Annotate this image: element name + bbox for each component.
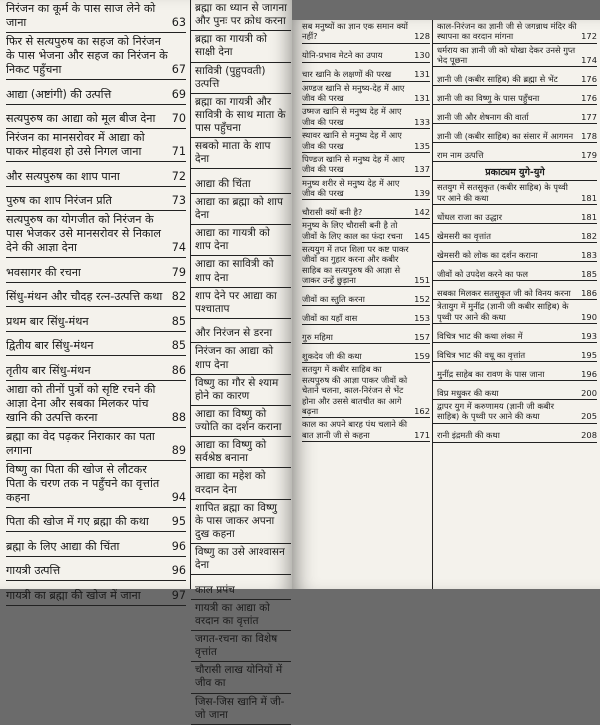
right-page-toc-column-1 bbox=[302, 20, 430, 589]
toc-entry bbox=[191, 169, 291, 194]
toc-entry-title: और निरंजन से डरना bbox=[195, 327, 273, 340]
toc-entry bbox=[6, 557, 186, 582]
toc-entry-title: प्रथम बार सिंधु-मंथन bbox=[6, 314, 89, 328]
right-page bbox=[292, 20, 600, 589]
toc-entry-title: विष्णु का गौर से श्याम होने का कारण bbox=[195, 376, 279, 402]
toc-entry-page-number: 172 bbox=[581, 31, 597, 42]
toc-entry-title: शापित ब्रह्मा का विष्णु के पास जाकर अपना दुख कहना bbox=[195, 501, 277, 540]
toc-entry-title: विचित्र भाट की कथा लंका में bbox=[437, 330, 523, 341]
toc-entry bbox=[433, 86, 597, 105]
toc-entry-page-number: 176 bbox=[581, 93, 597, 104]
toc-entry-page-number: 67 bbox=[171, 63, 186, 76]
toc-entry bbox=[6, 381, 186, 428]
toc-entry-title: आद्या का महेश को वरदान देना bbox=[195, 470, 266, 496]
toc-entry-title: सबको माता के शाप देना bbox=[195, 140, 271, 166]
toc-entry-page-number: 95 bbox=[171, 515, 186, 528]
toc-entry bbox=[302, 287, 430, 306]
toc-entry-title: जीवों को उपदेश करने का फल bbox=[437, 268, 528, 279]
toc-entry-page-number: 135 bbox=[414, 140, 430, 151]
toc-entry-title: विष्णु का उसे आश्वासन देना bbox=[195, 546, 285, 572]
toc-entry bbox=[302, 363, 430, 418]
toc-entry bbox=[6, 33, 186, 80]
toc-entry-page-number: 97 bbox=[171, 588, 186, 602]
toc-entry-page-number: 153 bbox=[414, 313, 430, 324]
toc-entry bbox=[6, 258, 186, 283]
toc-entry-title: खेमसरी का वृत्तांत bbox=[437, 230, 491, 241]
toc-entry-page-number: 130 bbox=[414, 50, 430, 61]
toc-entry-page-number: 183 bbox=[581, 249, 597, 260]
toc-entry bbox=[302, 177, 430, 201]
left-page bbox=[0, 0, 292, 721]
right-page-toc-column-2-bottom bbox=[433, 181, 597, 442]
toc-entry bbox=[302, 219, 430, 243]
toc-entry-title: राम नाम उत्पत्ति bbox=[437, 150, 484, 161]
toc-entry bbox=[6, 283, 186, 308]
toc-entry-title: स्थावर खानि से मनुष्य देह में आए जीव की परख bbox=[302, 130, 402, 151]
toc-entry bbox=[433, 324, 597, 343]
toc-entry-page-number: 205 bbox=[581, 411, 597, 422]
toc-entry bbox=[191, 225, 291, 256]
toc-entry-page-number: 139 bbox=[414, 187, 430, 198]
toc-entry-title: ज्ञानी जी और शेषनाग की वार्ता bbox=[437, 112, 529, 123]
toc-entry-page-number: 177 bbox=[581, 112, 597, 123]
toc-entry-page-number: 185 bbox=[581, 268, 597, 279]
toc-entry bbox=[302, 105, 430, 129]
toc-entry-page-number: 137 bbox=[414, 164, 430, 175]
toc-entry bbox=[433, 381, 597, 400]
toc-entry bbox=[6, 532, 186, 557]
toc-entry-title: जिस-जिस खानि में जी-जो जाना bbox=[195, 695, 285, 721]
toc-entry-title: विचित्र भाट की वधू का वृत्तांत bbox=[437, 349, 526, 360]
toc-entry bbox=[302, 44, 430, 63]
toc-entry-page-number: 89 bbox=[171, 443, 186, 457]
toc-entry bbox=[191, 575, 291, 600]
toc-entry-page-number: 70 bbox=[171, 112, 186, 125]
toc-entry bbox=[6, 307, 186, 332]
toc-entry-page-number: 162 bbox=[414, 405, 430, 416]
toc-entry-title: सत्ययुग में तप्त शिला पर कष्ट पाकर जीवों का गुहार करना और कबीर साहिब का सत्यपुरुष की आज्ञा से जाकर उन्हें छुड़ाना bbox=[302, 244, 409, 286]
toc-entry bbox=[433, 300, 597, 324]
toc-entry-title: चार खानि के लक्षणों की परख bbox=[302, 69, 392, 80]
toc-entry bbox=[302, 63, 430, 82]
toc-entry bbox=[6, 461, 186, 508]
toc-entry-page-number: 142 bbox=[414, 206, 430, 217]
toc-entry-page-number: 74 bbox=[171, 241, 186, 254]
toc-entry bbox=[433, 105, 597, 124]
toc-entry-title: चौरासी लाख योनियों में जीव का bbox=[195, 664, 283, 690]
toc-entry bbox=[433, 124, 597, 143]
toc-entry-title: सब मनुष्यों का ज्ञान एक समान क्यों नहीं? bbox=[302, 21, 408, 42]
toc-entry-title: शुकदेव जी की कथा bbox=[302, 351, 362, 362]
toc-entry-title: उष्मज खानि से मनुष्य देह में आए जीव की परख bbox=[302, 106, 402, 127]
toc-entry bbox=[6, 0, 186, 33]
toc-entry-title: सत्यपुरुष का योगजीत को निरंजन के पास भेजकर उसे मानसरोवर से निकाल देने की आज्ञा देना bbox=[6, 213, 161, 254]
toc-entry-page-number: 79 bbox=[171, 265, 186, 279]
toc-entry-title: सतयुग में सतसुकृत (कबीर साहिब) के पृथ्वी पर आने की कथा bbox=[437, 182, 568, 203]
toc-entry bbox=[191, 63, 291, 94]
toc-entry bbox=[302, 82, 430, 106]
toc-entry-title: ब्रह्मा का ध्यान से जागना और पुनः पर क्रोध करना bbox=[195, 2, 287, 28]
toc-entry-title: योनि-प्रभाव मेटने का उपाय bbox=[302, 50, 383, 61]
toc-entry-title: विष्णु का पिता की खोज से लौटकर पिता के चरण तक न पहुँचने का वृत्तांत कहना bbox=[6, 462, 160, 504]
toc-entry bbox=[191, 194, 291, 225]
toc-entry-title: काल-निरंजन का ज्ञानी जी से जगन्नाथ मंदिर की स्थापना का वरदान मांगना bbox=[437, 21, 577, 42]
toc-entry bbox=[6, 162, 186, 187]
toc-entry bbox=[191, 544, 291, 575]
toc-entry-title: आद्या का सावित्री को शाप देना bbox=[195, 258, 274, 284]
toc-entry-title: काल का अपने बारह पंथ चलाने की बात ज्ञानी जी से कहना bbox=[302, 419, 408, 440]
toc-entry bbox=[433, 281, 597, 300]
toc-entry-title: शाप देने पर आद्या का पश्चाताप bbox=[195, 289, 277, 315]
toc-entry bbox=[433, 143, 597, 162]
toc-entry bbox=[191, 694, 291, 725]
toc-entry-title: मनुष्य शरीर से मनुष्य देह में आए जीव की परख bbox=[302, 177, 400, 198]
toc-entry-title: आद्या (अष्टांगी) की उत्पत्ति bbox=[6, 87, 112, 101]
toc-entry-title: ब्रह्मा के लिए आद्या की चिंता bbox=[6, 539, 120, 553]
toc-entry bbox=[302, 153, 430, 177]
toc-entry-title: फिर से सत्यपुरुष का सहज को निरंजन के पास भेजना और सहज का निरंजन के निकट पहुँचना bbox=[6, 35, 168, 76]
toc-entry-page-number: 131 bbox=[414, 69, 430, 80]
toc-entry-title: आद्या को तीनों पुत्रों को सृष्टि रचने की आज्ञा देना और सबका मिलकर पांच खानि की उत्पत्ति करना bbox=[6, 382, 156, 424]
toc-entry-page-number: 200 bbox=[581, 387, 597, 398]
toc-entry bbox=[191, 288, 291, 319]
toc-entry-title: गायत्री का आद्या को वरदान का वृत्तांत bbox=[195, 601, 270, 627]
toc-entry bbox=[433, 362, 597, 381]
toc-entry bbox=[433, 67, 597, 86]
toc-entry-page-number: 145 bbox=[414, 230, 430, 241]
toc-entry-title: ब्रह्मा का वेद पढ़कर निराकार का पता लगाना bbox=[6, 429, 155, 457]
toc-entry-title: द्वापर युग में करुणामय (ज्ञानी जी कबीर साहिब) के पृथ्वी पर आने की कथा bbox=[437, 400, 554, 422]
toc-entry-title: खेमसरी को लोक का दर्शन कराना bbox=[437, 249, 538, 260]
toc-entry-title: आद्या का विष्णु को सर्वश्रेष्ठ बनाना bbox=[195, 439, 267, 465]
toc-entry-title: धोंधल राजा का उद्धार bbox=[437, 211, 502, 222]
toc-entry bbox=[302, 306, 430, 325]
toc-entry-page-number: 195 bbox=[581, 349, 597, 360]
toc-entry-title: निरंजन का मानसरोवर में आद्या को पाकर मोहवश हो उसे निगल जाना bbox=[6, 131, 145, 158]
toc-entry-title: ज्ञानी जी का विष्णु के पास पहुँचना bbox=[437, 93, 540, 104]
toc-entry bbox=[191, 375, 291, 406]
toc-entry-title: गायत्री का ब्रह्मा की खोज में जाना bbox=[6, 588, 141, 602]
toc-entry-title: ज्ञानी जी (कबीर साहिब) का संसार में आगमन bbox=[437, 131, 574, 142]
toc-entry bbox=[433, 400, 597, 424]
toc-entry-title: धर्मराय का ज्ञानी जी को धोखा देकर उनसे गुप्त भेद पूछना bbox=[437, 44, 576, 66]
toc-entry bbox=[302, 325, 430, 344]
toc-entry-page-number: 94 bbox=[171, 490, 186, 504]
toc-entry-page-number: 196 bbox=[581, 368, 597, 379]
toc-entry-title: सत्यपुरुष का आद्या को मूल बीज देना bbox=[6, 112, 156, 125]
toc-entry-title: सबका मिलकर सतसुकृत जी को विनय करना bbox=[437, 287, 571, 298]
toc-entry-title: द्वितीय बार सिंधु-मंथन bbox=[6, 339, 94, 352]
toc-entry-title: सतयुग में कबीर साहिब का सत्यपुरुष की आज्ञा पाकर जीवों को चेताने चलना, काल-निरंजन से भेंट होना और उससे बातचीत का आगे बढ़ना bbox=[302, 364, 408, 416]
toc-entry-title: सिंधु-मंथन और चौदह रत्न-उत्पत्ति कथा bbox=[6, 290, 163, 303]
toc-entry bbox=[6, 581, 186, 606]
toc-entry-page-number: 208 bbox=[581, 430, 597, 441]
left-page-toc-column-2 bbox=[190, 0, 291, 721]
toc-entry-page-number: 69 bbox=[171, 87, 186, 101]
toc-entry bbox=[302, 200, 430, 219]
toc-entry-page-number: 88 bbox=[171, 410, 186, 424]
toc-entry-page-number: 157 bbox=[414, 332, 430, 343]
toc-entry-title: तृतीय बार सिंधु-मंथन bbox=[6, 363, 91, 377]
toc-entry-title: आद्या की चिंता bbox=[195, 177, 251, 190]
toc-entry-page-number: 159 bbox=[414, 351, 430, 362]
toc-entry bbox=[191, 0, 291, 31]
toc-entry-page-number: 178 bbox=[581, 131, 597, 142]
toc-entry bbox=[433, 181, 597, 205]
toc-entry-title: ब्रह्मा का गायत्री को साक्षी देना bbox=[195, 33, 267, 59]
toc-entry bbox=[6, 508, 186, 533]
toc-entry bbox=[302, 129, 430, 153]
toc-entry-title: पिता की खोज में गए ब्रह्मा की कथा bbox=[6, 515, 149, 528]
left-page-toc-column-1 bbox=[6, 0, 186, 602]
toc-entry-title: विप्र मधुकर की कथा bbox=[437, 387, 499, 398]
toc-entry bbox=[6, 211, 186, 258]
toc-entry bbox=[433, 262, 597, 281]
toc-entry bbox=[191, 437, 291, 468]
toc-entry bbox=[6, 187, 186, 212]
toc-entry-title: पुरुष का शाप निरंजन प्रति bbox=[6, 194, 112, 207]
toc-entry-page-number: 151 bbox=[414, 275, 430, 286]
toc-entry-title: भवसागर की रचना bbox=[6, 265, 81, 279]
toc-entry-title: जीवों का यहाँ वास bbox=[302, 313, 358, 324]
toc-entry-page-number: 181 bbox=[581, 211, 597, 222]
toc-entry bbox=[191, 138, 291, 169]
toc-entry bbox=[6, 105, 186, 130]
toc-entry bbox=[433, 20, 597, 44]
toc-entry-title: आद्या का ब्रह्मा को शाप देना bbox=[195, 195, 283, 221]
toc-entry-title: चौरासी क्यों बनी है? bbox=[302, 206, 363, 217]
toc-entry-page-number: 96 bbox=[171, 564, 186, 577]
toc-entry-title: आद्या का गायत्री को शाप देना bbox=[195, 227, 270, 253]
toc-entry-title: पिण्डज खानि से मनुष्य देह में आए जीव की परख bbox=[302, 153, 405, 175]
toc-entry-page-number: 96 bbox=[171, 539, 186, 553]
toc-entry-title: सावित्री (पुहुपवती) उत्पत्ति bbox=[195, 64, 266, 90]
toc-entry bbox=[433, 243, 597, 262]
toc-entry bbox=[302, 243, 430, 287]
toc-entry-page-number: 85 bbox=[171, 339, 186, 352]
toc-entry bbox=[433, 424, 597, 443]
toc-entry-title: ज्ञानी जी (कबीर साहिब) की ब्रह्मा से भेंट bbox=[437, 74, 558, 85]
toc-entry-page-number: 176 bbox=[581, 74, 597, 85]
toc-entry-title: और सत्यपुरुष का शाप पाना bbox=[6, 169, 120, 183]
toc-entry bbox=[191, 500, 291, 544]
toc-entry bbox=[191, 94, 291, 138]
toc-entry bbox=[191, 31, 291, 62]
toc-entry-page-number: 179 bbox=[581, 150, 597, 161]
toc-entry bbox=[6, 356, 186, 381]
toc-entry-title: जगत-रचना का विशेष वृत्तांत bbox=[195, 633, 278, 659]
toc-entry-title: ब्रह्मा का गायत्री और सावित्री के साथ माता के पास पहुँचना bbox=[195, 95, 286, 134]
toc-entry-title: त्रेतायुग में मुनींद्र (ज्ञानी जी कबीर साहिब) के पृथ्वी पर आने की कथा bbox=[437, 301, 569, 322]
toc-entry-page-number: 186 bbox=[581, 287, 597, 298]
toc-entry-page-number: 171 bbox=[414, 429, 430, 440]
toc-entry bbox=[302, 20, 430, 44]
toc-entry bbox=[191, 600, 291, 631]
toc-entry bbox=[433, 44, 597, 68]
toc-entry bbox=[191, 662, 291, 693]
toc-entry-title: आद्या का विष्णु को ज्योति का दर्शन कराना bbox=[195, 407, 282, 433]
toc-entry-page-number: 133 bbox=[414, 116, 430, 127]
toc-entry-title: निरंजन का कूर्म के पास साज लेने को जाना bbox=[6, 2, 156, 29]
toc-entry-page-number: 152 bbox=[414, 294, 430, 305]
toc-entry bbox=[191, 631, 291, 662]
right-page-toc-column-2 bbox=[432, 20, 597, 589]
toc-entry-title: अण्डज खानि से मनुष्य-देह में आए जीव की परख bbox=[302, 82, 405, 104]
toc-entry bbox=[302, 344, 430, 363]
toc-entry bbox=[6, 129, 186, 162]
toc-entry-title: जीवों का स्तुति करना bbox=[302, 294, 365, 305]
toc-entry bbox=[191, 343, 291, 374]
toc-entry-title: गायत्री उत्पत्ति bbox=[6, 564, 61, 577]
toc-entry-page-number: 131 bbox=[414, 93, 430, 104]
toc-entry-page-number: 190 bbox=[581, 311, 597, 322]
toc-entry-title: मुनींद्र साहेब का रावण के पास जाना bbox=[437, 368, 545, 379]
toc-entry-page-number: 85 bbox=[171, 314, 186, 328]
toc-entry bbox=[6, 80, 186, 105]
toc-entry-page-number: 72 bbox=[171, 169, 186, 183]
toc-entry-page-number: 71 bbox=[171, 145, 186, 158]
toc-entry bbox=[191, 468, 291, 499]
toc-entry-page-number: 181 bbox=[581, 192, 597, 203]
toc-entry bbox=[433, 205, 597, 224]
toc-entry bbox=[6, 428, 186, 461]
toc-entry-page-number: 63 bbox=[171, 16, 186, 29]
toc-entry bbox=[191, 319, 291, 344]
toc-entry-title: गुरु महिमा bbox=[302, 332, 333, 343]
toc-entry bbox=[302, 418, 430, 442]
toc-entry bbox=[191, 406, 291, 437]
toc-entry-title: निरंजन का आद्या को शाप देना bbox=[195, 345, 274, 371]
toc-entry bbox=[6, 332, 186, 357]
toc-entry bbox=[191, 256, 291, 287]
toc-entry-page-number: 182 bbox=[581, 230, 597, 241]
toc-entry bbox=[433, 224, 597, 243]
toc-entry-page-number: 128 bbox=[414, 31, 430, 42]
toc-entry-title: रानी इंद्रमती की कथा bbox=[437, 430, 500, 441]
toc-entry-page-number: 82 bbox=[171, 290, 186, 303]
section-heading: प्रकाट्यम युगे-युगे bbox=[433, 162, 597, 181]
right-page-toc-column-2-top bbox=[433, 20, 597, 162]
toc-entry-page-number: 193 bbox=[581, 330, 597, 341]
toc-entry-title: मनुष्य के लिए चौरासी बनी है तो जीवों के लिए काल का फंदा रचना bbox=[302, 220, 403, 241]
toc-entry-title: काल प्रपंच bbox=[195, 583, 235, 596]
toc-entry-page-number: 73 bbox=[171, 194, 186, 207]
toc-entry bbox=[433, 343, 597, 362]
toc-entry-page-number: 174 bbox=[581, 55, 597, 66]
toc-entry-page-number: 86 bbox=[171, 363, 186, 377]
